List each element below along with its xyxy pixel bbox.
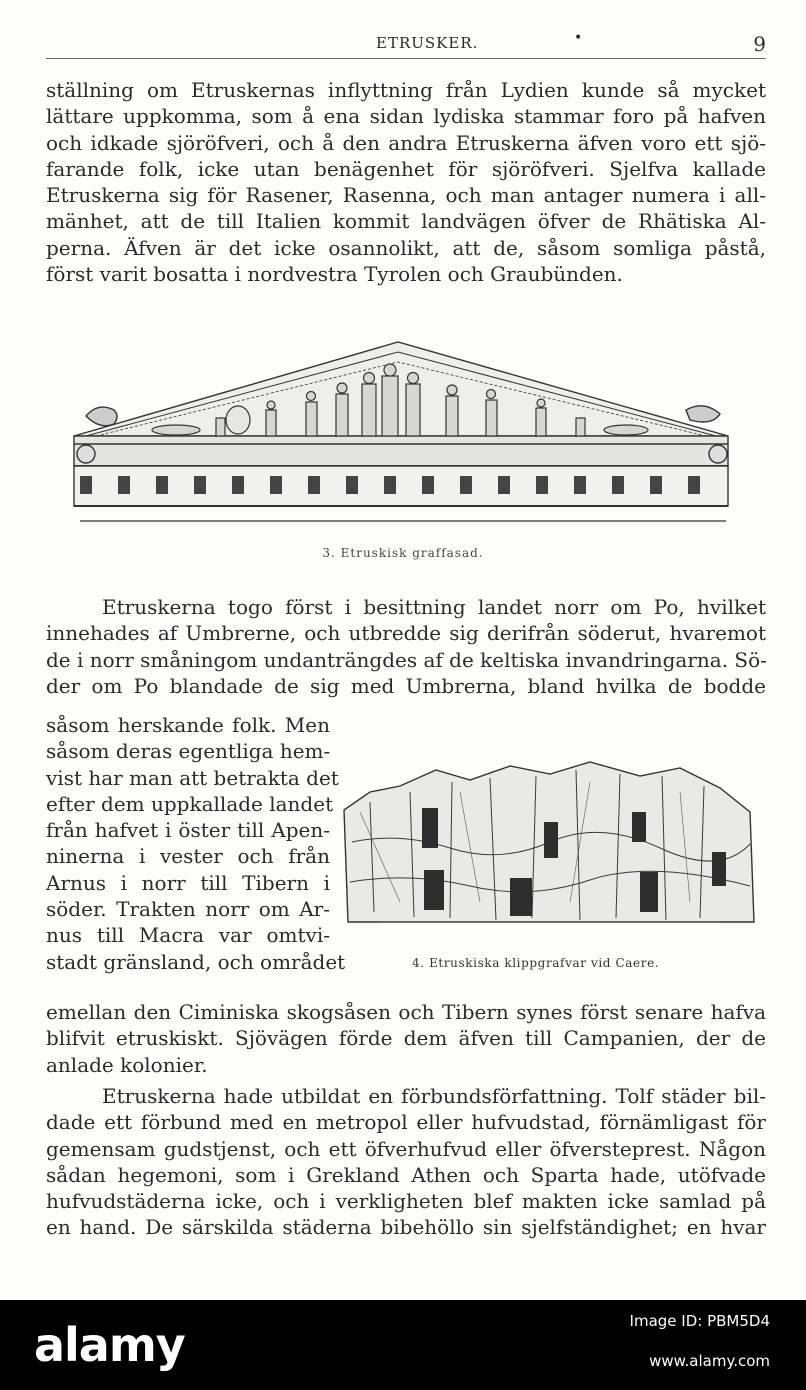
paragraph-3-left-column [46,712,346,975]
text-line: efter dem uppkallade landet [46,791,334,816]
text-line: från hafvet i öster till Apen- [46,818,330,843]
text-line: Etruskerna togo först i besittning landet norr om Po, hvilket [102,595,766,619]
text-line: perna. Äfven är det icke osannolikt, att de, såsom somliga påstå, [46,235,766,260]
pediment-illustration [66,336,736,536]
text-line: blifvit etruskiskt. Sjövägen förde dem äfven till Campanien, der de [46,1026,766,1051]
text-line: ninerna i vester och från [46,844,330,869]
footer-url-link[interactable]: www.alamy.com [649,1352,770,1370]
text-line: stadt gränsland, och området [46,949,346,974]
figure-3-tomb-facade [66,336,736,536]
text-line: anlade kolonier. [46,1052,208,1077]
text-line: dade ett förbund med en metropol eller hufvudstad, förnämligast för [46,1110,766,1135]
text-line: såsom deras egentliga hem- [46,739,331,764]
page-number: 9 [753,32,766,56]
text-line: och idkade sjöröfveri, och å den andra Etruskerna äfven voro ett sjö- [46,130,766,155]
text-line: ställning om Etruskernas inflyttning från Lydien kunde så mycket [46,78,766,102]
figure-3-caption: 3. Etruskisk graffasad. [322,546,484,560]
text-line: en hand. De särskilda städerna bibehöllo sin sjelfständighet; en hvar [46,1215,766,1240]
stock-footer-bar [0,1300,806,1390]
text-line: emellan den Ciminiska skogsåsen och Tibern synes först senare hafva [46,1000,766,1024]
text-line: de i norr småningom undanträngdes af de keltiska invandringarna. Sö- [46,647,767,672]
image-id-label: Image ID: PBM5D4 [629,1312,770,1330]
header-dot: • [574,30,583,46]
text-line: vist har man att betrakta det [46,765,339,790]
text-line: söder. Trakten norr om Ar- [46,897,330,922]
header-rule [46,58,766,59]
text-line: Etruskerna sig för Rasener, Rasenna, och man antager numera i all- [46,183,766,208]
text-line: såsom herskande folk. Men [46,713,330,737]
rock-tombs-illustration [340,752,760,938]
text-line: mänhet, att de till Italien kommit landvägen öfver de Rhätiska Al- [46,209,766,234]
paragraph-3-continued [46,999,766,1078]
text-line: gemensam gudstjenst, och ett öfverhufvud eller öfversteprest. Någon [46,1136,766,1161]
paragraph-4 [46,1083,766,1241]
paragraph-2 [46,594,766,699]
alamy-logo[interactable]: alamy [34,1318,185,1372]
text-line: Etruskerna hade utbildat en förbundsförfattning. Tolf städer bil- [102,1084,766,1108]
text-line: sådan hegemoni, som i Grekland Athen och Sparta hade, utöfvade [46,1162,766,1187]
text-line: innehades af Umbrerne, och utbredde sig derifrån söderut, hvaremot [46,621,766,646]
text-line: farande folk, icke utan benägenhet för sjöröfveri. Sjelfva kallade [46,156,766,181]
text-line: Arnus i norr till Tibern i [46,870,330,895]
page-header [46,32,766,54]
text-line: hufvudstäderna icke, och i verkligheten blef makten icke samlad på [46,1189,766,1214]
figure-4-rock-tombs [340,752,760,938]
text-line: der om Po blandade de sig med Umbrerna, bland hvilka de bodde [46,673,766,698]
text-line: först varit bosatta i nordvestra Tyrolen och Graubünden. [46,262,623,287]
figure-4-caption: 4. Etruskiska klippgrafvar vid Caere. [412,956,660,970]
paragraph-1 [46,77,766,287]
text-line: lättare uppkomma, som å ena sidan lydiska stammar foro på hafven [46,104,766,129]
running-title: ETRUSKER. [376,34,479,52]
text-line: nus till Macra var omtvi- [46,923,330,948]
